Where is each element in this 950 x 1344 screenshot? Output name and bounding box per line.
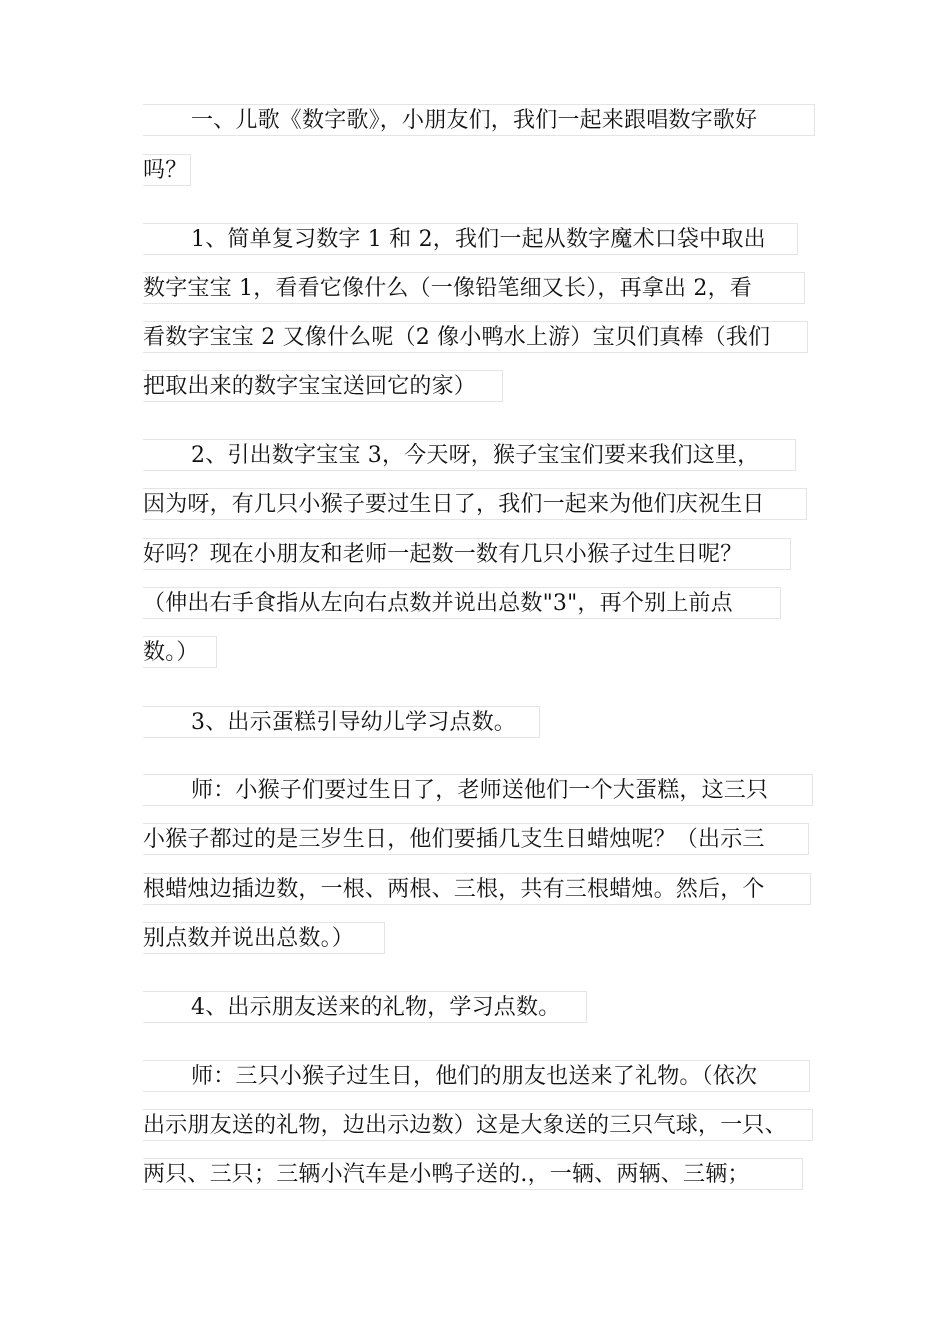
text-line: 看数字宝宝 2 又像什么呢（2 像小鸭水上游）宝贝们真棒（我们	[143, 321, 808, 353]
text-line: 因为呀，有几只小猴子要过生日了，我们一起来为他们庆祝生日	[143, 488, 807, 520]
text-line: 数。）	[143, 636, 217, 668]
text-line: 把取出来的数字宝宝送回它的家）	[143, 370, 503, 402]
text-line: 师：小猴子们要过生日了，老师送他们一个大蛋糕，这三只	[143, 774, 813, 806]
text-line: 数字宝宝 1，看看它像什么（一像铅笔细又长），再拿出 2，看	[143, 272, 805, 304]
text-line: 4、出示朋友送来的礼物，学习点数。	[143, 991, 587, 1023]
text-line: 师：三只小猴子过生日，他们的朋友也送来了礼物。（依次	[143, 1060, 810, 1092]
text-line: 一、儿歌《数字歌》，小朋友们，我们一起来跟唱数字歌好	[143, 104, 815, 136]
text-line: 好吗？现在小朋友和老师一起数一数有几只小猴子过生日呢？	[143, 538, 791, 570]
text-line: 1、简单复习数字 1 和 2，我们一起从数字魔术口袋中取出	[143, 223, 798, 255]
text-line: 出示朋友送的礼物，边出示边数）这是大象送的三只气球，一只、	[143, 1109, 813, 1141]
text-line: （伸出右手食指从左向右点数并说出总数"3"，再个别上前点	[143, 587, 781, 619]
text-line: 吗？	[143, 154, 191, 186]
text-line: 别点数并说出总数。）	[143, 922, 385, 954]
text-line: 两只、三只；三辆小汽车是小鸭子送的.，一辆、两辆、三辆；	[143, 1158, 803, 1190]
text-line: 根蜡烛边插边数，一根、两根、三根，共有三根蜡烛。然后，个	[143, 873, 811, 905]
text-line: 小猴子都过的是三岁生日，他们要插几支生日蜡烛呢？（出示三	[143, 823, 809, 855]
text-line: 2、引出数字宝宝 3，今天呀，猴子宝宝们要来我们这里，	[143, 439, 796, 471]
text-line: 3、出示蛋糕引导幼儿学习点数。	[143, 706, 540, 738]
